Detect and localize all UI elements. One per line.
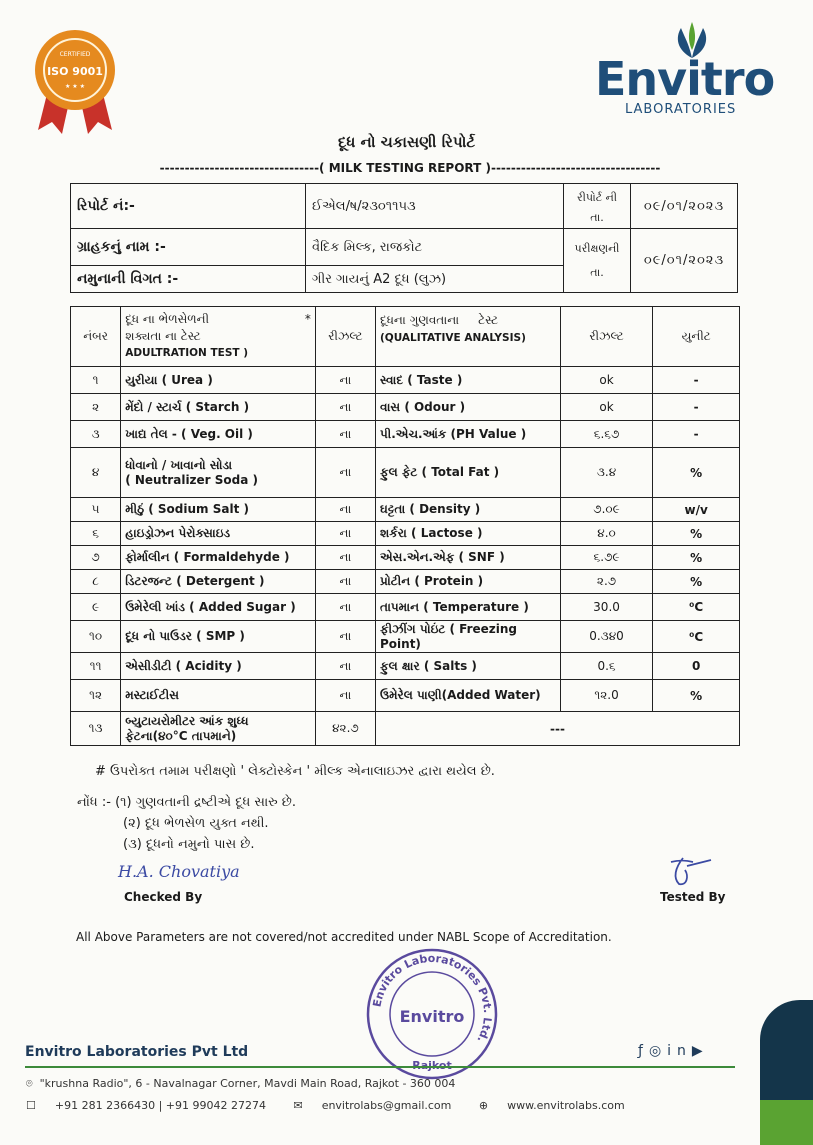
row-number: ૨ — [71, 394, 121, 421]
phone-icon: ☐ — [26, 1099, 36, 1112]
table-row — [71, 594, 740, 621]
svg-text:ISO 9001: ISO 9001 — [47, 65, 103, 78]
tester-signature — [665, 856, 715, 888]
adulteration-result: ના — [315, 448, 375, 498]
header-number: નંબર — [71, 307, 121, 367]
qualitative-test-name: ઉમેરેલ પાણી(Added Water) — [376, 680, 561, 712]
row-number: ૪ — [71, 448, 121, 498]
qualitative-result: 0.૬ — [560, 653, 653, 680]
report-date-label: રીપોર્ટ ની તા. — [564, 184, 631, 229]
table-row — [71, 448, 740, 498]
customer-label: ગ્રાહકનું નામ :- — [71, 229, 306, 266]
tested-by-label: Tested By — [660, 890, 726, 904]
unit: - — [653, 421, 740, 448]
address-line: ⌾ "krushna Radio", 6 - Navalnagar Corner, Mavdi Main Road, Rajkot - 360 004 — [26, 1077, 456, 1090]
unit: % — [653, 680, 740, 712]
svg-text:★ ★ ★: ★ ★ ★ — [65, 83, 85, 90]
qualitative-test-name: એસ.એન.એફ ( SNF ) — [376, 546, 561, 570]
table-row — [71, 621, 740, 653]
report-title-gujarati: દૂધ નો ચકાસણી રિપોર્ટ — [337, 133, 476, 151]
linkedin-icon[interactable]: in — [667, 1043, 692, 1059]
table-row — [71, 570, 740, 594]
adulteration-test-name: મીઠું ( Sodium Salt ) — [121, 498, 316, 522]
table-row — [71, 653, 740, 680]
website-link[interactable]: www.envitrolabs.com — [507, 1099, 625, 1112]
qualitative-result: ૪.૦ — [560, 522, 653, 546]
note-3: (૩) દૂધનો નમુનો પાસ છે. — [123, 837, 255, 852]
adulteration-result: ના — [315, 498, 375, 522]
row-number: ૧૦ — [71, 621, 121, 653]
table-row — [71, 546, 740, 570]
qualitative-result: 30.0 — [560, 594, 653, 621]
unit: - — [653, 394, 740, 421]
adulteration-result: ના — [315, 680, 375, 712]
qualitative-result: ok — [560, 367, 653, 394]
checker-signature: H.A. Chovatiya — [118, 862, 240, 881]
unit: % — [653, 546, 740, 570]
unit: 0 — [653, 653, 740, 680]
unit: % — [653, 570, 740, 594]
adulteration-test-name: ઉમેરેલી ખાંડ ( Added Sugar ) — [121, 594, 316, 621]
adulteration-test-name: ફોર્માલીન ( Formaldehyde ) — [121, 546, 316, 570]
logo-subtitle: LABORATORIES — [625, 102, 737, 117]
table-row — [71, 498, 740, 522]
qualitative-result: 0.૩૪0 — [560, 621, 653, 653]
adulteration-test-name: મેંદો / સ્ટાર્ચ ( Starch ) — [121, 394, 316, 421]
sample-label: નમુનાની વિગત :- — [71, 266, 306, 293]
adulteration-test-name: ધોવાનો / ખાવાનો સોડા ( Neutralizer Soda ) — [121, 448, 316, 498]
adulteration-test-name: દૂધ નો પાઉડર ( SMP ) — [121, 621, 316, 653]
table-row — [71, 421, 740, 448]
note-1: નોંધ :- (૧) ગુણવતાની દ્રષ્ટીએ દૂધ સારુ છે. — [77, 795, 296, 810]
header-qualitative-analysis: દૂધના ગુણવતાના ટેસ્ટ (QUALITATIVE ANALYSIS) — [376, 307, 561, 367]
qualitative-result: ૬.૭૯ — [560, 546, 653, 570]
report-title-english: --------------------------------( MILK TESTING REPORT )---------------------------------- — [159, 161, 661, 175]
adulteration-test-name: મસ્ટાઈટીસ — [121, 680, 316, 712]
adulteration-result: ના — [315, 522, 375, 546]
qualitative-test-name: શર્કરા ( Lactose ) — [376, 522, 561, 546]
table-row — [71, 522, 740, 546]
qualitative-test-name: ફુલ ફેટ ( Total Fat ) — [376, 448, 561, 498]
contact-line — [26, 1099, 649, 1112]
header-result-2: રીઝલ્ટ — [560, 307, 653, 367]
unit: ⁰C — [653, 594, 740, 621]
unit: w/v — [653, 498, 740, 522]
row-number: ૫ — [71, 498, 121, 522]
report-no-value: ઈએલ/ષ/૨૩૦૧૧૫૩ — [306, 184, 564, 229]
footer-rule — [25, 1066, 735, 1068]
instagram-icon[interactable]: ◎ — [648, 1043, 668, 1059]
qualitative-test-name: તાપમાન ( Temperature ) — [376, 594, 561, 621]
row-number: ૮ — [71, 570, 121, 594]
adulteration-result: ના — [315, 394, 375, 421]
phone-numbers: +91 281 2366430 | +91 99042 27274 — [54, 1099, 266, 1112]
table-row — [71, 367, 740, 394]
nabl-disclaimer: All Above Parameters are not covered/not accredited under NABL Scope of Accreditation. — [76, 930, 612, 944]
row-number: ૧૧ — [71, 653, 121, 680]
lactoscan-note: # ઉપરોક્ત તમામ પરીક્ષણો ' લેક્ટોસ્કેન ' મીલ્ક એનાલાઇઝર દ્વારા થયેલ છે. — [95, 764, 495, 779]
adulteration-result: ના — [315, 367, 375, 394]
adulteration-result: ના — [315, 421, 375, 448]
qualitative-result: ૨.૭ — [560, 570, 653, 594]
qualitative-result: ૬.૬૭ — [560, 421, 653, 448]
header-result: રીઝલ્ટ — [315, 307, 375, 367]
adulteration-result: ના — [315, 570, 375, 594]
customer-value: વૈદિક મિલ્ક, રાજકોટ — [306, 229, 564, 266]
qualitative-test-name: વાસ ( Odour ) — [376, 394, 561, 421]
table-row — [71, 680, 740, 712]
sample-value: ગીર ગાયનું A2 દૂધ (લુઝ) — [306, 266, 564, 293]
header-adulteration-test: દૂધ ના ભેળસેળની * શક્યતા ના ટેસ્ટ ADULTRATION TEST ) — [121, 307, 316, 367]
svg-text:Envitro Laboratories Pvt. Ltd.: Envitro Laboratories Pvt. Ltd. — [370, 951, 495, 1045]
unit: ⁰C — [653, 621, 740, 653]
adulteration-result: ના — [315, 594, 375, 621]
test-date-label: પરીક્ષણની તા. — [564, 229, 631, 293]
qualitative-test-name: ફીઝીંગ પોઇંટ ( Freezing Point) — [376, 621, 561, 653]
logo-wordmark: Envitro — [595, 52, 775, 106]
table-row — [71, 712, 740, 746]
report-info-table — [70, 183, 738, 293]
unit: % — [653, 522, 740, 546]
qualitative-test-name: ફુલ ક્ષાર ( Salts ) — [376, 653, 561, 680]
milk-test-table — [70, 306, 740, 746]
location-icon: ⌾ — [26, 1077, 33, 1090]
adulteration-test-name: હાઇડ્રોઝન પેરોક્સાઇડ — [121, 522, 316, 546]
qualitative-result: ok — [560, 394, 653, 421]
envitro-logo — [595, 20, 785, 120]
row-number: ૧૨ — [71, 680, 121, 712]
row-number: ૩ — [71, 421, 121, 448]
qualitative-result: ૩.૪ — [560, 448, 653, 498]
qualitative-test-name: સ્વાદ ( Taste ) — [376, 367, 561, 394]
qualitative-result: ૧૨.0 — [560, 680, 653, 712]
row-number: ૯ — [71, 594, 121, 621]
company-name: Envitro Laboratories Pvt Ltd — [25, 1044, 249, 1060]
svg-text:CERTIFIED: CERTIFIED — [59, 51, 91, 58]
corner-decoration — [760, 1000, 813, 1100]
row-number: ૧૩ — [71, 712, 121, 746]
row-number: ૧ — [71, 367, 121, 394]
globe-icon: ⊕ — [478, 1099, 489, 1112]
qualitative-test-name: પ્રોટીન ( Protein ) — [376, 570, 561, 594]
adulteration-test-name: બ્યુટાયરોમીટર આંક શુધ્ધ ફેટના(૪૦°C તાપમાને) — [121, 712, 316, 746]
qualitative-test-name: ઘટ્ટતા ( Density ) — [376, 498, 561, 522]
corner-decoration-green — [760, 1100, 813, 1145]
checked-by-label: Checked By — [124, 890, 203, 904]
adulteration-test-name: ડિટરજન્ટ ( Detergent ) — [121, 570, 316, 594]
social-icons — [638, 1043, 709, 1059]
unit: - — [653, 367, 740, 394]
facebook-icon[interactable]: ƒ — [638, 1043, 649, 1059]
adulteration-result: ના — [315, 621, 375, 653]
notes-block — [77, 792, 296, 855]
note-2: (૨) દૂધ ભેળસેળ યુક્ત નથી. — [123, 816, 269, 831]
report-no-label: રિપોર્ટ નં:- — [71, 184, 306, 229]
iso-certified-badge — [30, 28, 120, 138]
company-stamp — [365, 947, 500, 1082]
row-number: ૭ — [71, 546, 121, 570]
row-number: ૬ — [71, 522, 121, 546]
adulteration-result: ના — [315, 546, 375, 570]
table-row — [71, 394, 740, 421]
adulteration-test-name: યુરીયા ( Urea ) — [121, 367, 316, 394]
svg-text:Envitro: Envitro — [399, 1007, 465, 1026]
adulteration-result: ના — [315, 653, 375, 680]
email-link[interactable]: envitrolabs@gmail.com — [321, 1099, 452, 1112]
report-date-value: ૦૯/૦૧/૨૦૨૩ — [631, 184, 738, 229]
mail-icon: ✉ — [293, 1099, 303, 1112]
adulteration-test-name: ખાદ્ય તેલ - ( Veg. Oil ) — [121, 421, 316, 448]
adulteration-result: ૪૨.૭ — [315, 712, 375, 746]
qualitative-result: ૭.૦૯ — [560, 498, 653, 522]
adulteration-test-name: એસીડીટી ( Acidity ) — [121, 653, 316, 680]
youtube-icon[interactable]: ▶ — [691, 1043, 709, 1059]
qualitative-placeholder: --- — [376, 712, 740, 746]
unit: % — [653, 448, 740, 498]
test-date-value: ૦૯/૦૧/૨૦૨૩ — [631, 229, 738, 293]
header-unit: યુનીટ — [653, 307, 740, 367]
qualitative-test-name: પી.એચ.આંક (PH Value ) — [376, 421, 561, 448]
